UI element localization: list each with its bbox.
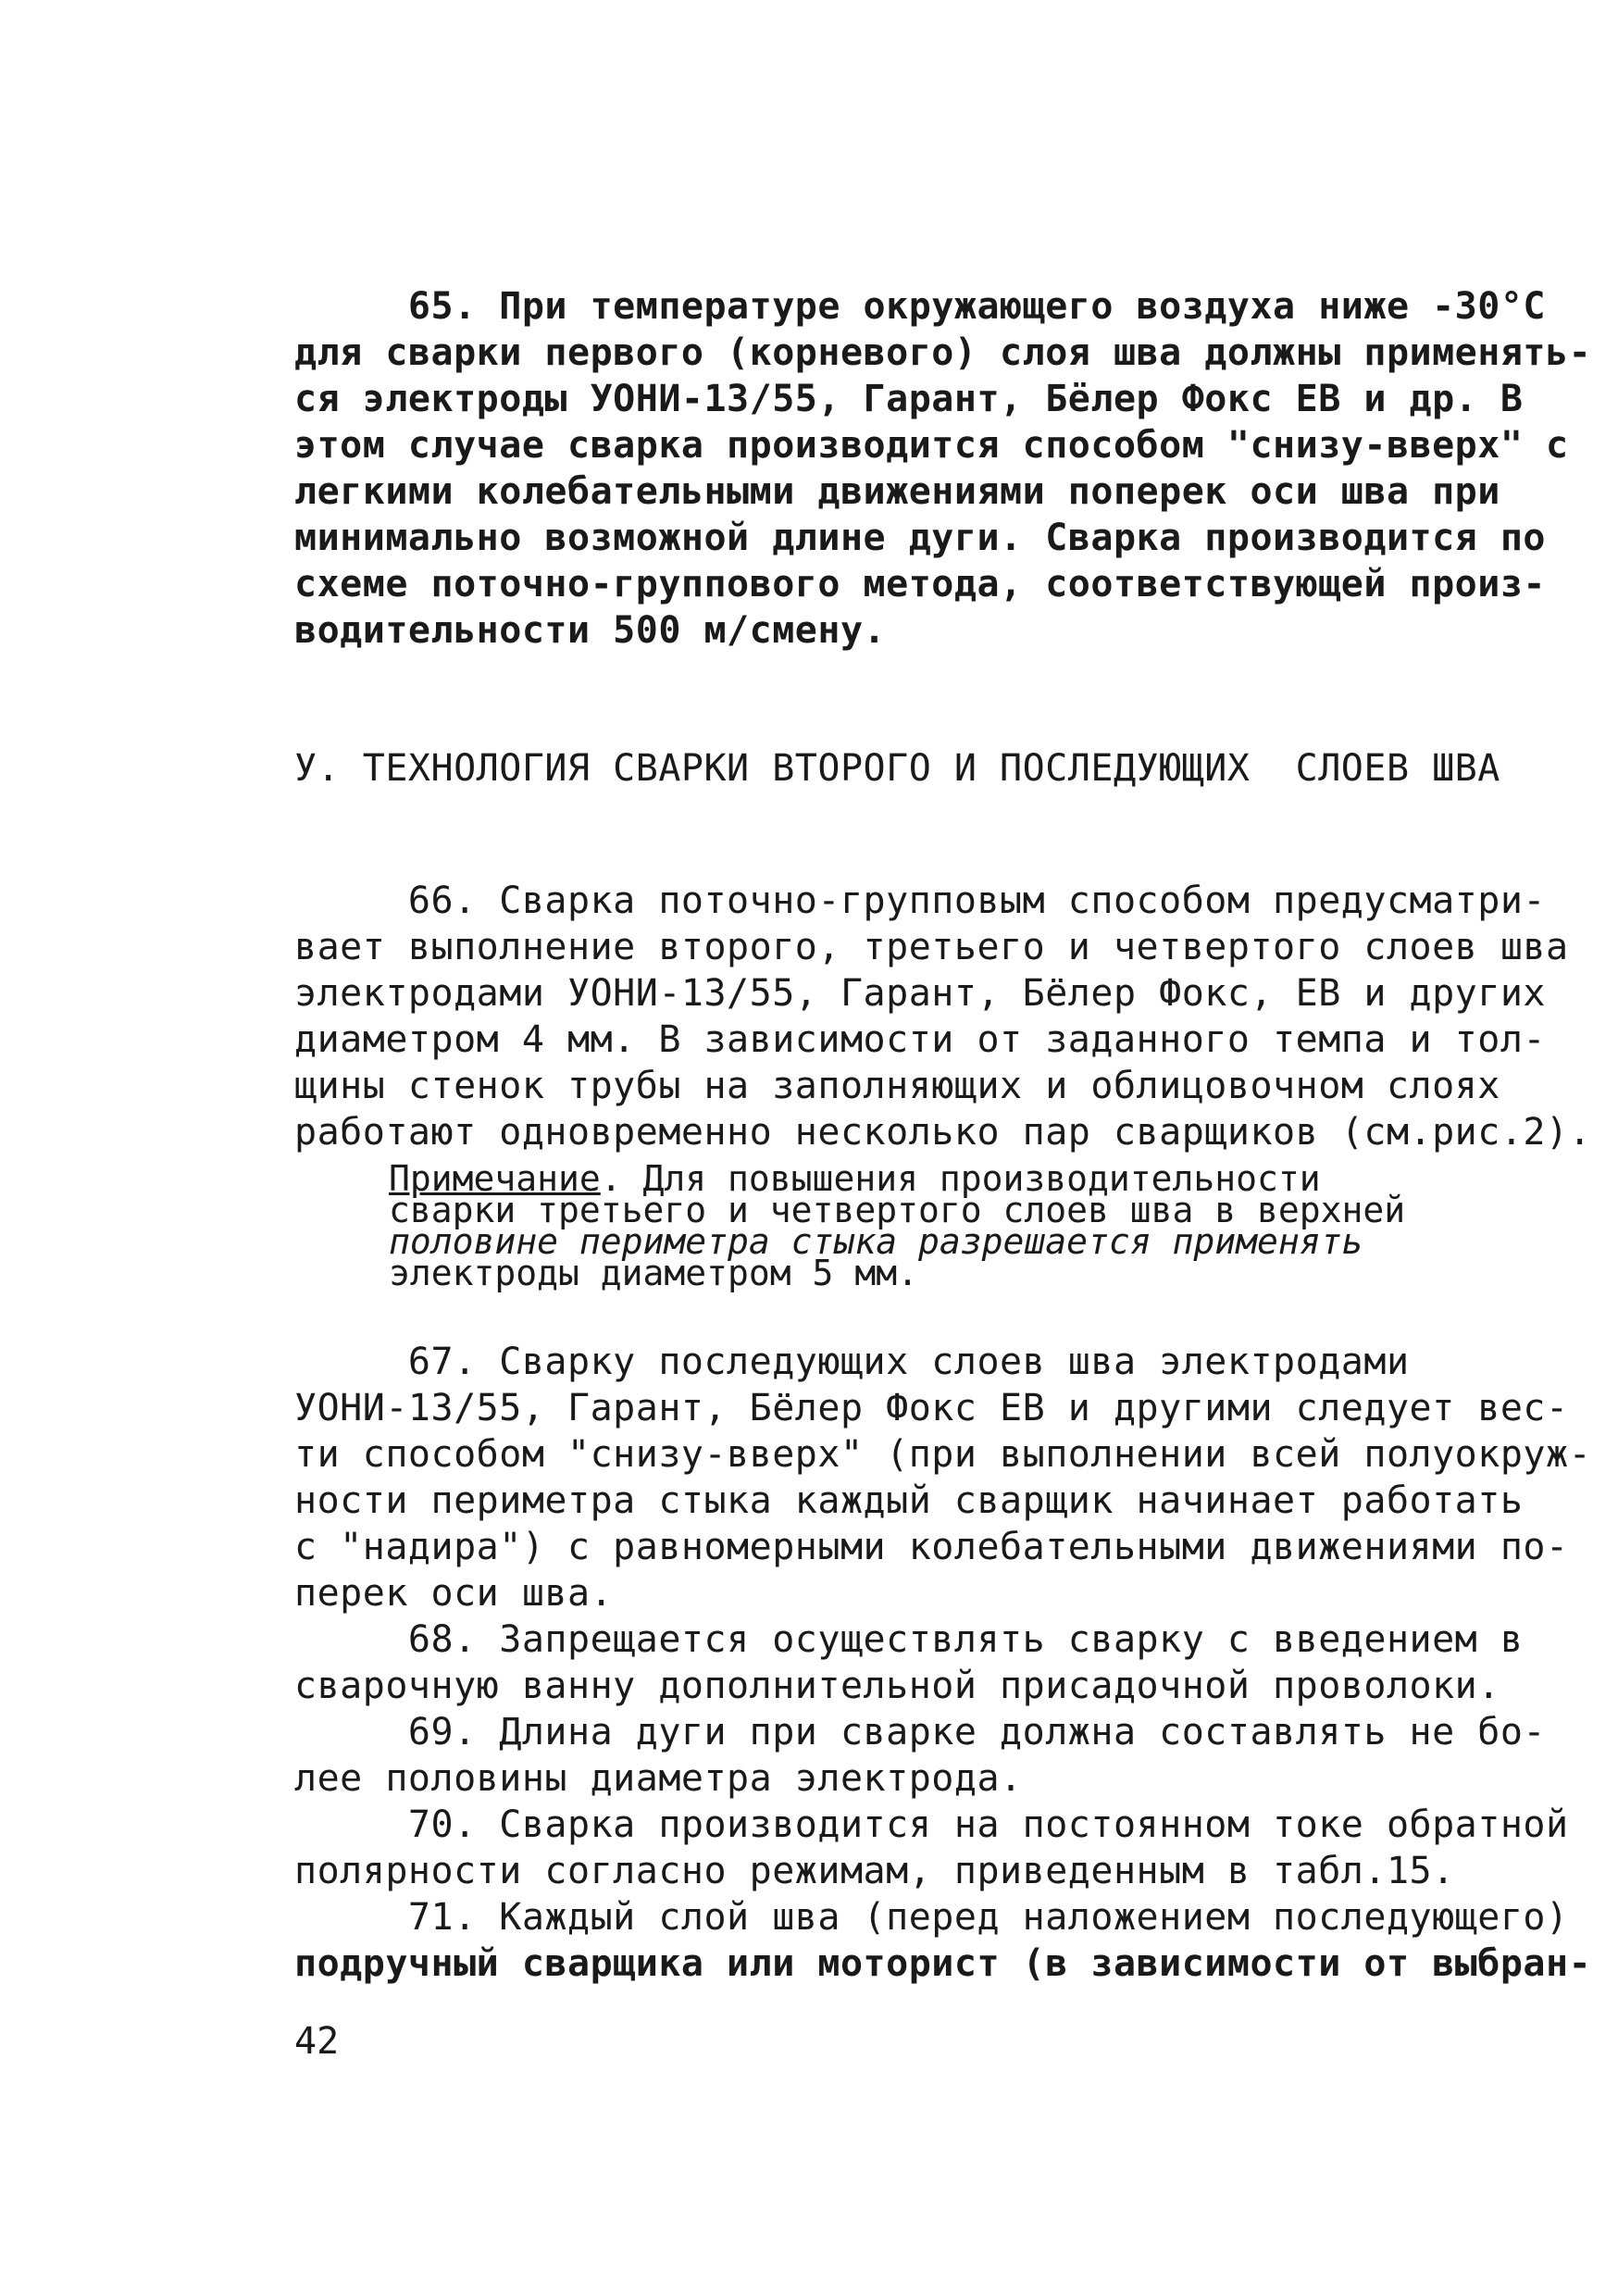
p65-line-8: водительности 500 м/смену. (294, 609, 887, 652)
p65-line-3: ся электроды УОНИ-13/55, Гарант, Бёлер Фокс ЕВ и др. В (294, 378, 1524, 420)
p70-line-2: полярности согласно режимам, приведенным в табл.15. (294, 1850, 1455, 1892)
p65-line-4: этом случае сварка производится способом "снизу-вверх" с (294, 424, 1569, 467)
p68-line-1: 68. Запрещается осуществлять сварку с введением в (294, 1618, 1524, 1661)
p70-line-1: 70. Сварка производится на постоянном токе обратной (294, 1803, 1569, 1846)
p66-line-1: 66. Сварка поточно-групповым способом предусматри- (294, 880, 1547, 922)
p66-line-5: щины стенок трубы на заполняющих и облицовочном слоях (294, 1065, 1500, 1107)
p67-line-2: УОНИ-13/55, Гарант, Бёлер Фокс ЕВ и другими следует вес- (294, 1387, 1569, 1429)
note-line-1-text: . Для повышения производительности (600, 1158, 1321, 1199)
p71-line-1: 71. Каждый слой шва (перед наложением последующего) (294, 1896, 1569, 1939)
p65-line-6: минимально возможной длине дуги. Сварка производится по (294, 517, 1547, 559)
note-label: Примечание (389, 1158, 601, 1199)
p66-line-2: вает выполнение второго, третьего и четвертого слоев шва (294, 926, 1569, 968)
page-number: 42 (294, 2020, 340, 2063)
p67-line-1: 67. Сварку последующих слоев шва электродами (294, 1341, 1410, 1383)
p67-line-5: с "надира") с равномерными колебательными движениями по- (294, 1526, 1569, 1568)
p68-line-2: сварочную ванну дополнительной присадочной проволоки. (294, 1665, 1500, 1707)
p66-line-4: диаметром 4 мм. В зависимости от заданного темпа и тол- (294, 1018, 1547, 1061)
p65-line-1: 65. При температуре окружающего воздуха ниже -30°С (294, 285, 1547, 328)
note-line-4: электроды диаметром 5 мм. (389, 1253, 918, 1293)
p67-line-4: ности периметра стыка каждый сварщик начинает работать (294, 1479, 1524, 1522)
section-heading: У. ТЕХНОЛОГИЯ СВАРКИ ВТОРОГО И ПОСЛЕДУЮЩИХ СЛОЕВ ШВА (294, 747, 1500, 790)
note-line-3: половине периметра стыка разрешается применять (389, 1221, 1363, 1262)
p67-line-3: ти способом "снизу-вверх" (при выполнении всей полуокруж- (294, 1433, 1592, 1476)
p65-line-7: схеме поточно-группового метода, соответствующей произ- (294, 563, 1547, 605)
p69-line-2: лее половины диаметра электрода. (294, 1757, 1023, 1800)
p66-line-3: электродами УОНИ-13/55, Гарант, Бёлер Фокс, ЕВ и других (294, 972, 1547, 1015)
p67-line-6: перек оси шва. (294, 1572, 614, 1615)
p71-line-2: подручный сварщика или моторист (в зависимости от выбран- (294, 1942, 1592, 1985)
p65-line-2: для сварки первого (корневого) слоя шва должны применять- (294, 331, 1592, 374)
p66-line-6: работают одновременно несколько пар сварщиков (см.рис.2). (294, 1111, 1592, 1154)
p69-line-1: 69. Длина дуги при сварке должна составлять не бо- (294, 1711, 1547, 1753)
p65-line-5: легкими колебательными движениями поперек оси шва при (294, 470, 1500, 513)
note-line-2: сварки третьего и четвертого слоев шва в верхней (389, 1190, 1406, 1230)
